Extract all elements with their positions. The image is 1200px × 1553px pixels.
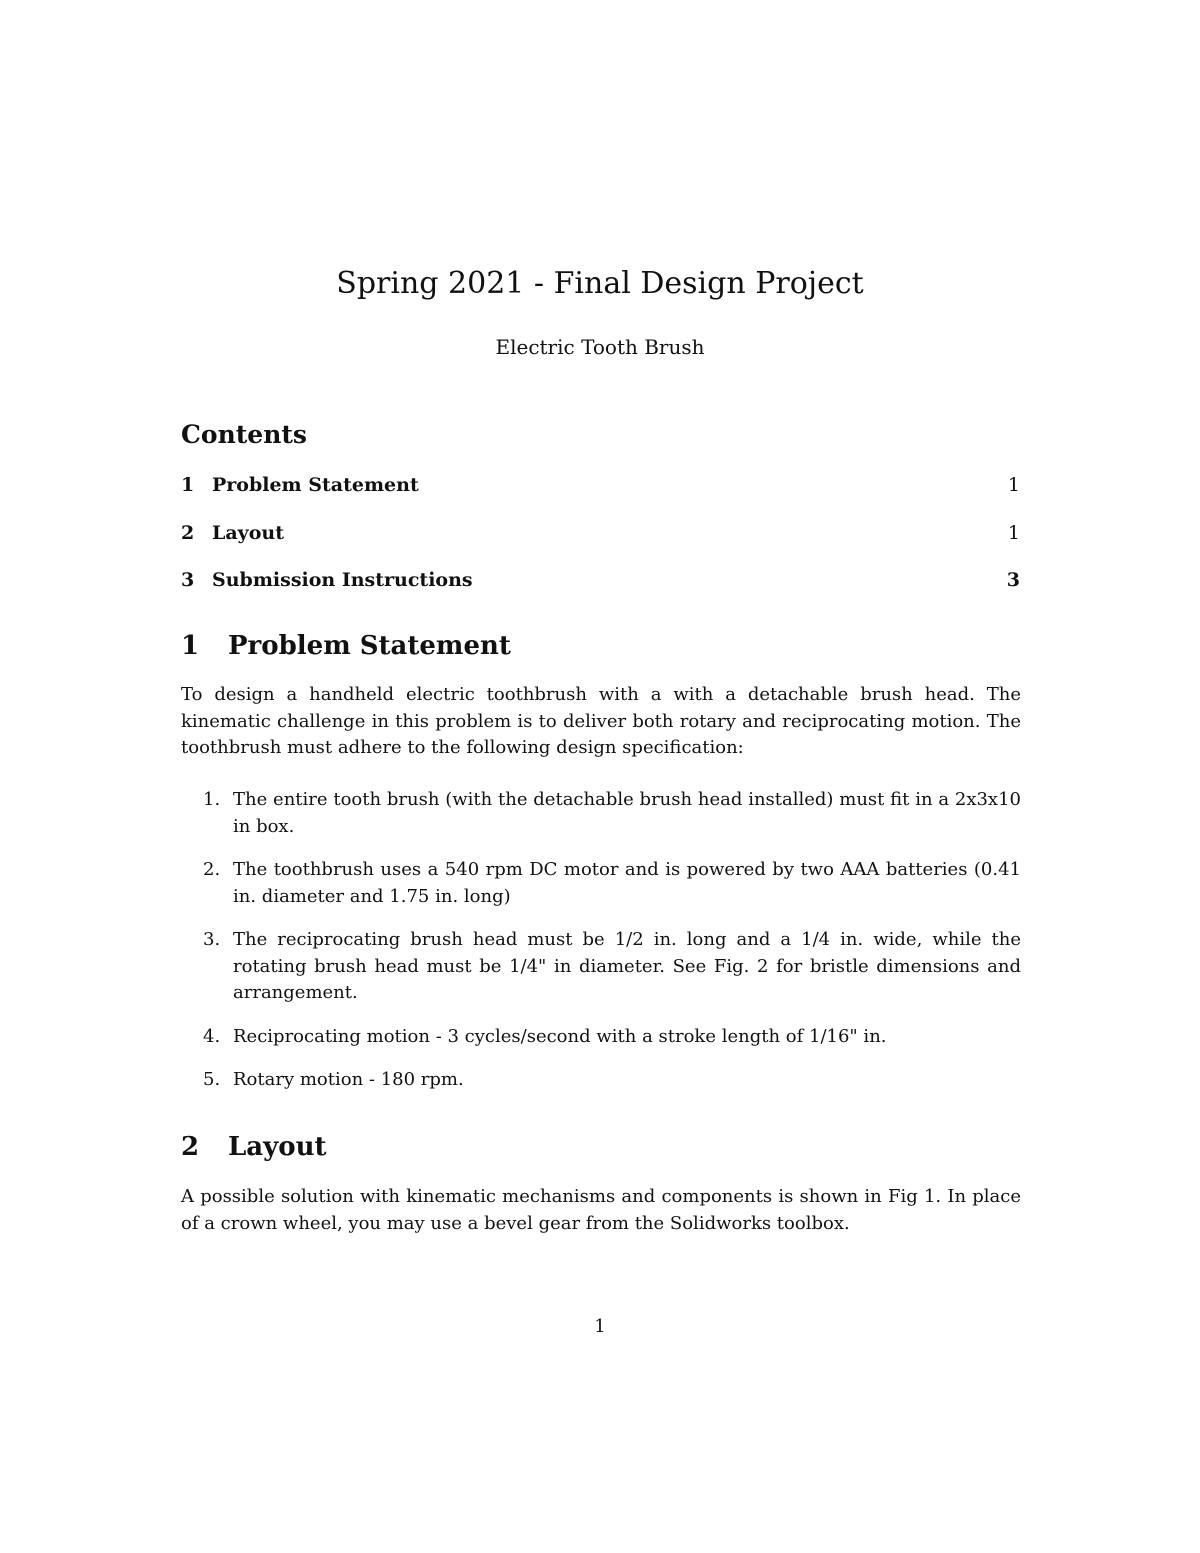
list-item <box>181 1024 1021 1051</box>
layout-paragraph: A possible solution with kinematic mechanisms and components is shown in Fig 1. In place of a crown wheel, you may use a bevel gear from the Solidworks toolbox. <box>181 1186 1021 1234</box>
toc-entry-problem-statement[interactable] <box>181 471 1020 499</box>
document-subtitle: Electric Tooth Brush <box>495 335 705 359</box>
section-title: Layout <box>228 1132 327 1162</box>
toc-entry-number: 3 <box>181 569 195 591</box>
document-title: Spring 2021 - Final Design Project <box>336 266 864 301</box>
toc-entry-page: 1 <box>1007 474 1020 496</box>
toc-entry-page: 3 <box>1006 569 1020 591</box>
problem-statement-paragraph: To design a handheld electric toothbrush with a with a detachable brush head. The kinematic challenge in this problem is to deliver both rotary and reciprocating motion. The toothbrush must adhere to the following design specification: <box>181 684 1021 758</box>
toc-entry-title: Submission Instructions <box>212 569 473 591</box>
list-item-marker: 3. <box>203 929 221 950</box>
toc-entry-number: 2 <box>181 522 195 544</box>
section-number: 1 <box>181 631 200 661</box>
toc-entry-number: 1 <box>181 474 195 496</box>
section-heading-layout <box>181 1129 327 1165</box>
toc-entry-layout[interactable] <box>181 519 1020 547</box>
list-item-text: The toothbrush uses a 540 rpm DC motor and is powered by two AAA batteries (0.41 in. diameter and 1.75 in. long) <box>233 859 1021 907</box>
list-item <box>181 857 1021 910</box>
section-number: 2 <box>181 1132 200 1162</box>
list-item-marker: 2. <box>203 859 221 880</box>
design-specification-list <box>181 787 1021 1111</box>
list-item-text: The reciprocating brush head must be 1/2 in. long and a 1/4 in. wide, while the rotating brush head must be 1/4" in diameter. See Fig. 2 for bristle dimensions and arrangement. <box>233 929 1021 1003</box>
list-item-marker: 1. <box>203 789 221 810</box>
toc-entry-page: 1 <box>1007 522 1020 544</box>
page-number: 1 <box>594 1316 606 1337</box>
toc-entry-title: Problem Statement <box>212 474 419 496</box>
section-title: Problem Statement <box>228 631 511 661</box>
list-item <box>181 787 1021 840</box>
list-item-marker: 5. <box>203 1069 221 1090</box>
list-item <box>181 927 1021 1007</box>
section-heading-problem-statement <box>181 628 511 664</box>
list-item-text: The entire tooth brush (with the detachable brush head installed) must fit in a 2x3x10 in box. <box>233 789 1021 837</box>
contents-heading: Contents <box>181 420 308 449</box>
toc-entry-submission-instructions[interactable] <box>181 566 1020 594</box>
list-item-text: Rotary motion - 180 rpm. <box>233 1069 464 1090</box>
list-item-marker: 4. <box>203 1025 221 1047</box>
toc-entry-title: Layout <box>212 522 284 544</box>
list-item-text: Reciprocating motion - 3 cycles/second with a stroke length of 1/16" in. <box>233 1025 887 1047</box>
list-item <box>181 1067 1021 1094</box>
